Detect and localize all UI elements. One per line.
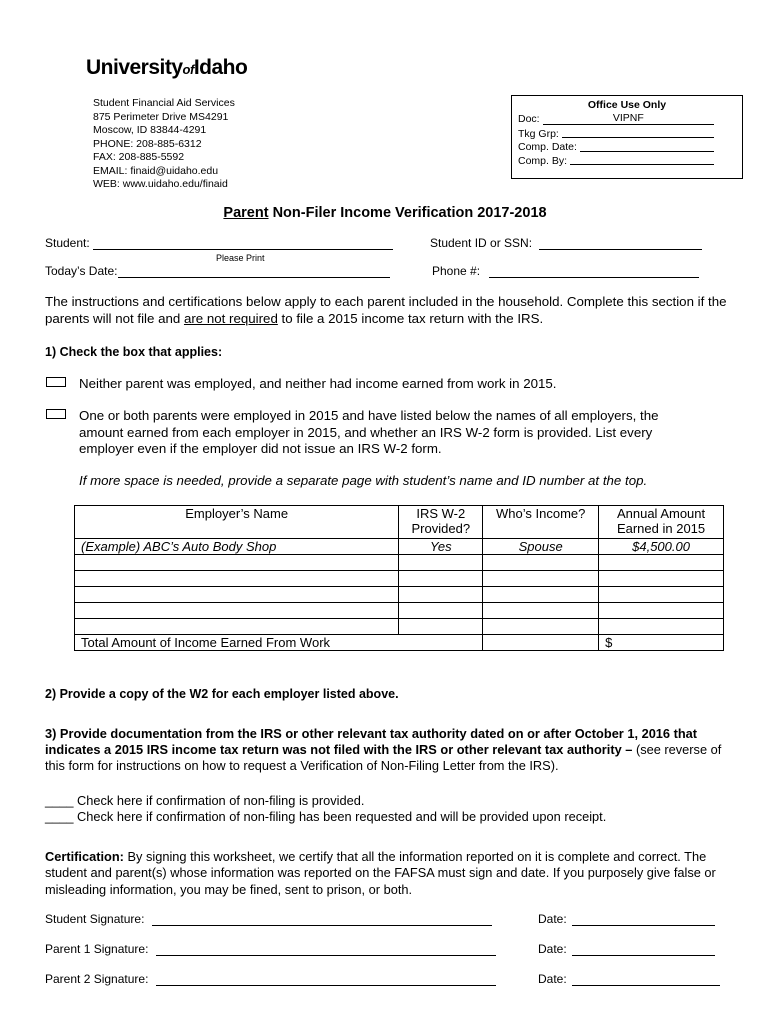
office-doc-label: Doc: xyxy=(518,112,540,125)
office-tkg-label: Tkg Grp: xyxy=(518,127,559,140)
employer-cell[interactable] xyxy=(75,587,399,603)
phone-row xyxy=(432,264,699,278)
address-line: Student Financial Aid Services xyxy=(93,97,235,109)
intro-paragraph xyxy=(45,294,735,327)
w2-cell[interactable] xyxy=(399,571,483,587)
example-amount: $4,500.00 xyxy=(599,539,724,555)
total-income-field[interactable]: $ xyxy=(599,635,724,651)
logo-part-university: University xyxy=(86,56,183,79)
address-line: EMAIL: finaid@uidaho.edu xyxy=(93,164,219,177)
intro-text-end: to file a 2015 income tax return with the IRS. xyxy=(277,310,544,326)
certification-label: Certification: xyxy=(45,849,124,864)
logo-part-idaho: Idaho xyxy=(193,56,248,79)
section2-heading: 2) Provide a copy of the W2 for each employer listed above. xyxy=(45,687,399,701)
parent2-date-label: Date: xyxy=(538,972,567,986)
student-name-label: Student: xyxy=(45,236,90,250)
office-comp-by-row xyxy=(518,155,736,169)
section3-heading: 3) Provide documentation from the IRS or other relevant tax authority dated on or after October 1, 2016 that indicates a 2015 IRS income tax return was not filed with the IRS or other relevant tax authority – xyxy=(45,726,698,757)
amount-cell[interactable] xyxy=(599,571,724,587)
parent1-date-field[interactable] xyxy=(572,943,715,956)
table-row xyxy=(75,587,724,603)
certification-text: By signing this worksheet, we certify that all the information reported on it is complete and correct. The student and parent(s) whose information was reported on the FAFSA must sign and date. If you purposely give false or misleading information, you may be fined, sent to prison, or both. xyxy=(45,849,716,897)
page-title xyxy=(0,205,770,221)
total-blank-cell xyxy=(483,635,599,651)
office-doc-value: VIPNF xyxy=(543,113,714,125)
student-id-label: Student ID or SSN: xyxy=(430,236,533,250)
section3-note: (see reverse of this form for instructions on how to request a Verification of Non-Filing Letter from the IRS). xyxy=(45,742,722,773)
table-example-row xyxy=(75,539,724,555)
student-date-field[interactable] xyxy=(572,913,715,926)
todays-date-field[interactable] xyxy=(118,265,390,278)
amount-cell[interactable] xyxy=(599,587,724,603)
whose-income-cell[interactable] xyxy=(483,587,599,603)
option1-text: Neither parent was employed, and neither had income earned from work in 2015. xyxy=(79,376,557,391)
employer-cell[interactable] xyxy=(75,571,399,587)
table-row xyxy=(75,619,724,635)
todays-date-label: Today’s Date: xyxy=(45,264,118,278)
parent2-date-row xyxy=(538,972,720,986)
employer-cell[interactable] xyxy=(75,555,399,571)
whose-income-cell[interactable] xyxy=(483,603,599,619)
office-comp-date-row xyxy=(518,141,736,155)
extra-space-note: If more space is needed, provide a separate page with student’s name and ID number at the top. xyxy=(79,473,648,488)
student-signature-field[interactable] xyxy=(152,913,492,926)
intro-underlined: are not required xyxy=(183,310,278,326)
option2-checkbox[interactable] xyxy=(46,409,66,419)
student-name-field[interactable] xyxy=(93,237,393,250)
whose-income-cell[interactable] xyxy=(483,619,599,635)
parent2-signature-row xyxy=(45,972,496,986)
phone-field[interactable] xyxy=(489,265,699,278)
address-line: PHONE: 208-885-6312 xyxy=(93,137,202,150)
w2-cell[interactable] xyxy=(399,603,483,619)
office-use-title: Office Use Only xyxy=(587,99,667,111)
amount-cell[interactable] xyxy=(599,603,724,619)
non-filing-requested-check[interactable]: ____ Check here if confirmation of non-filing has been requested and will be provided upon receipt. xyxy=(45,809,607,824)
non-filing-provided-check[interactable]: ____ Check here if confirmation of non-filing is provided. xyxy=(45,793,365,808)
table-row xyxy=(75,603,724,619)
whose-income-cell[interactable] xyxy=(483,555,599,571)
section1-heading: 1) Check the box that applies: xyxy=(45,345,223,359)
office-doc-row xyxy=(518,113,736,128)
student-signature-row xyxy=(45,912,492,926)
total-income-label: Total Amount of Income Earned From Work xyxy=(75,635,483,651)
amount-cell[interactable] xyxy=(599,619,724,635)
address-line: Moscow, ID 83844-4291 xyxy=(93,124,207,136)
table-row xyxy=(75,555,724,571)
address-line: FAX: 208-885-5592 xyxy=(93,151,185,163)
intro-text: The instructions and certifications below apply to each parent included in the household. Complete this section if the parents will not file and xyxy=(45,294,727,326)
university-logo xyxy=(86,56,247,80)
employer-table xyxy=(74,505,724,651)
table-total-row xyxy=(75,635,724,651)
office-tkg-row xyxy=(518,128,736,142)
col-header-employer: Employer’s Name xyxy=(75,506,399,539)
student-date-label: Date: xyxy=(538,912,567,926)
w2-cell[interactable] xyxy=(399,587,483,603)
option1-checkbox[interactable] xyxy=(46,377,66,387)
todays-date-row xyxy=(45,264,390,278)
student-date-row xyxy=(538,912,715,926)
student-id-field[interactable] xyxy=(539,237,702,250)
student-id-row xyxy=(430,236,702,250)
example-w2: Yes xyxy=(399,539,483,555)
address-block xyxy=(93,97,235,192)
address-line: 875 Perimeter Drive MS4291 xyxy=(93,110,229,123)
please-print-note: Please Print xyxy=(216,253,265,263)
parent1-signature-label: Parent 1 Signature: xyxy=(45,942,149,956)
phone-label: Phone #: xyxy=(432,264,481,278)
parent1-date-label: Date: xyxy=(538,942,567,956)
certification-paragraph xyxy=(45,849,735,898)
parent2-signature-field[interactable] xyxy=(156,973,496,986)
office-comp-date-blank[interactable] xyxy=(580,141,714,152)
col-header-w2: IRS W-2 Provided? xyxy=(399,506,483,539)
col-header-amount: Annual Amount Earned in 2015 xyxy=(599,506,724,539)
parent2-date-field[interactable] xyxy=(572,973,720,986)
employer-cell[interactable] xyxy=(75,603,399,619)
col-header-whose-income: Who’s Income? xyxy=(483,506,599,539)
office-comp-by-blank[interactable] xyxy=(570,155,714,166)
parent1-signature-row xyxy=(45,942,496,956)
logo-part-of: of xyxy=(182,62,194,77)
whose-income-cell[interactable] xyxy=(483,571,599,587)
title-underlined: Parent xyxy=(223,205,269,221)
office-use-box xyxy=(511,95,743,179)
w2-cell[interactable] xyxy=(399,555,483,571)
address-line: WEB: www.uidaho.edu/finaid xyxy=(93,178,228,190)
option2-text: One or both parents were employed in 2015 and have listed below the names of all employers, the amount earned from each employer in 2015, and whether an IRS W-2 form is provided. List every employer even if the employer did not issue an IRS W-2 form. xyxy=(79,408,659,456)
parent2-signature-label: Parent 2 Signature: xyxy=(45,972,149,986)
example-whose-income: Spouse xyxy=(483,539,599,555)
office-comp-by-label: Comp. By: xyxy=(518,154,568,167)
parent1-signature-field[interactable] xyxy=(156,943,496,956)
title-rest: Non-Filer Income Verification 2017-2018 xyxy=(268,205,547,221)
student-name-row xyxy=(45,236,393,250)
table-row xyxy=(75,571,724,587)
amount-cell[interactable] xyxy=(599,555,724,571)
parent1-date-row xyxy=(538,942,715,956)
table-header-row xyxy=(75,506,724,539)
student-signature-label: Student Signature: xyxy=(45,912,145,926)
employer-cell[interactable] xyxy=(75,619,399,635)
office-comp-date-label: Comp. Date: xyxy=(518,141,577,153)
example-employer: (Example) ABC’s Auto Body Shop xyxy=(75,539,399,555)
office-tkg-blank[interactable] xyxy=(562,128,714,139)
section3-paragraph xyxy=(45,726,735,774)
w2-cell[interactable] xyxy=(399,619,483,635)
